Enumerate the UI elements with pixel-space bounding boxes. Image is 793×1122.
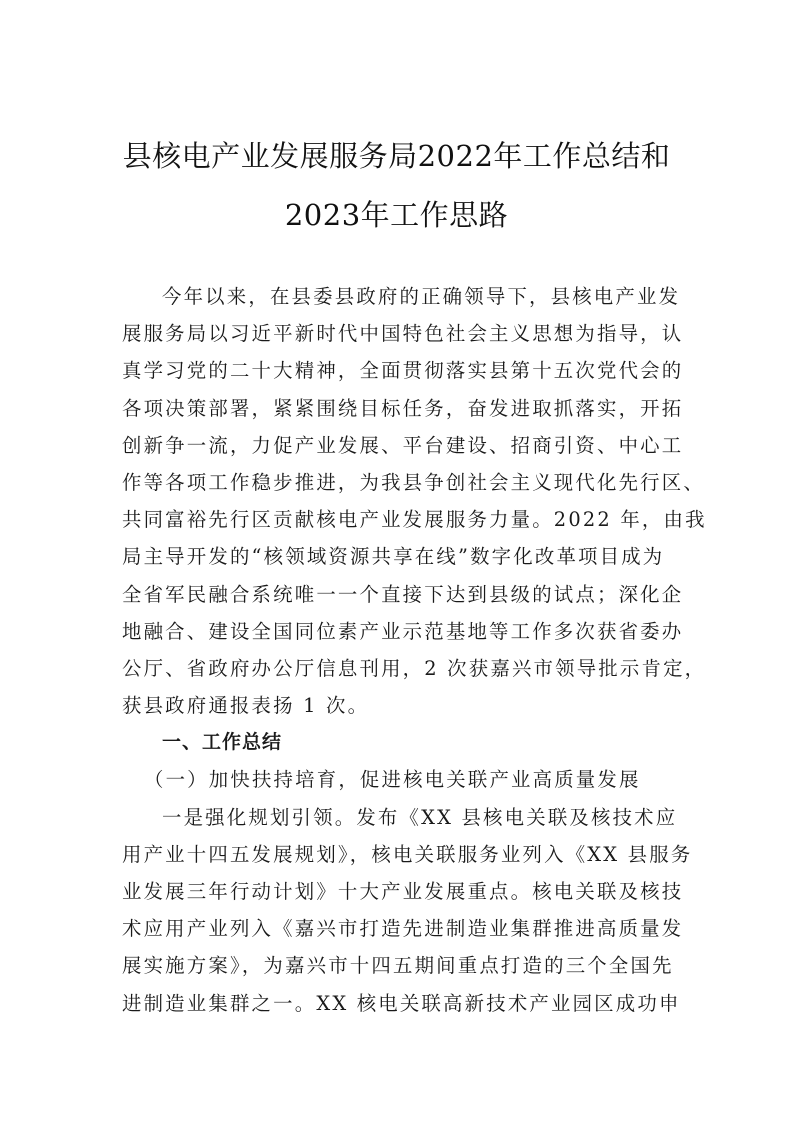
intro-paragraph-line: 地融合、建设全国同位素产业示范基地等工作多次获省委办	[122, 619, 684, 643]
intro-paragraph-line: 各项决策部署，紧紧围绕目标任务，奋发进取抓落实，开拓	[122, 396, 684, 420]
intro-paragraph-line: 局主导开发的“核领域资源共享在线”数字化改革项目成为	[122, 545, 665, 569]
intro-paragraph-line: 公厅、省政府办公厅信息刊用，2 次获嘉兴市领导批示肯定，	[122, 656, 707, 680]
intro-paragraph-line: 全省军民融合系统唯一一个直接下达到县级的试点；深化企	[122, 582, 684, 606]
intro-paragraph-line: 真学习党的二十大精神，全面贯彻落实县第十五次党代会的	[122, 359, 684, 383]
intro-paragraph-line: 共同富裕先行区贡献核电产业发展服务力量。2022 年，由我	[122, 508, 707, 532]
intro-paragraph-line: 获县政府通报表扬 1 次。	[122, 694, 370, 718]
section-paragraph-line: 术应用产业列入《嘉兴市打造先进制造业集群推进高质量发	[122, 917, 684, 941]
section-paragraph-line: 展实施方案》，为嘉兴市十四五期间重点打造的三个全国先	[122, 954, 674, 978]
document-title-line-1: 县核电产业发展服务局2022年工作总结和	[122, 139, 671, 173]
intro-paragraph-line: 作等各项工作稳步推进，为我县争创社会主义现代化先行区、	[122, 470, 705, 494]
section-paragraph-line: 业发展三年行动计划》十大产业发展重点。核电关联及核技	[122, 880, 684, 903]
document-body	[122, 278, 707, 1022]
document-title-line-2: 2023年工作思路	[284, 198, 509, 232]
section-heading: 一、工作总结	[162, 731, 283, 754]
section-paragraph-line: 一是强化规划引领。发布《XX 县核电关联及核技术应	[162, 805, 678, 829]
intro-paragraph-line: 展服务局以习近平新时代中国特色社会主义思想为指导，认	[122, 322, 684, 346]
subsection-heading: （一）加快扶持培育，促进核电关联产业高质量发展	[144, 768, 641, 792]
intro-paragraph-line: 今年以来，在县委县政府的正确领导下，县核电产业发	[162, 285, 681, 308]
intro-paragraph-line: 创新争一流，力促产业发展、平台建设、招商引资、中心工	[122, 433, 684, 457]
section-paragraph-line: 进制造业集群之一。XX 核电关联高新技术产业园区成功申	[122, 991, 681, 1015]
section-paragraph-line: 用产业十四五发展规划》，核电关联服务业列入《XX 县服务	[122, 842, 693, 866]
